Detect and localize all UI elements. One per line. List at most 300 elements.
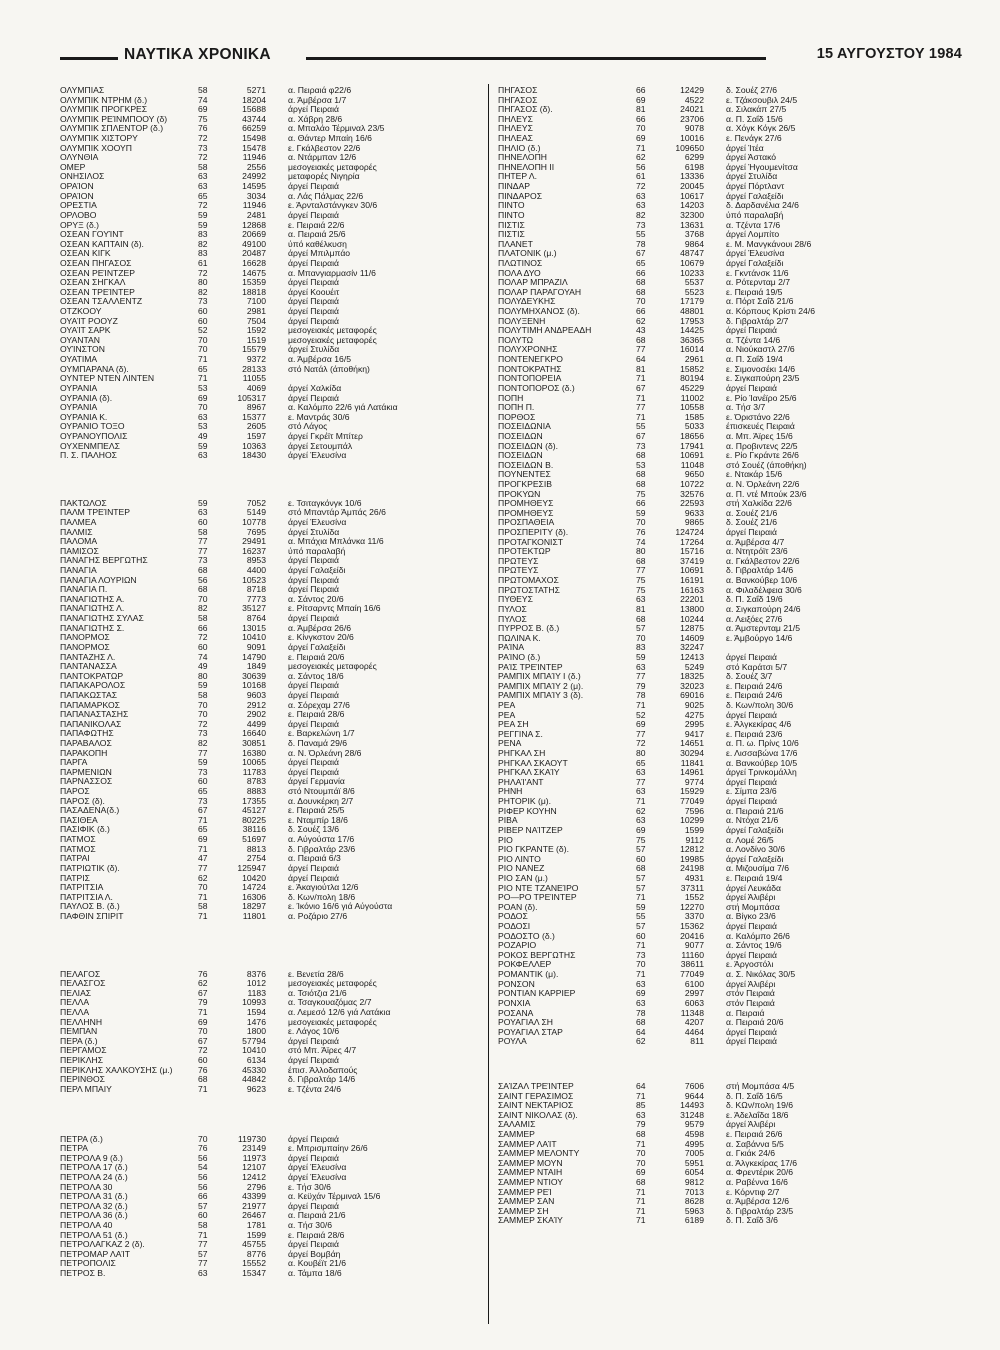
ship-row: [498, 691, 934, 701]
tonnage: 38611: [680, 960, 704, 970]
ship-row: [498, 634, 934, 644]
ship-name: ΠΛΩΤΙΝΟΣ: [498, 258, 543, 268]
ship-row: [60, 1259, 496, 1269]
build-year: 62: [198, 979, 208, 989]
ship-row: [498, 221, 934, 231]
build-year: 68: [636, 451, 646, 461]
location-status: ε. Κόρντιφ 2/7: [726, 1187, 780, 1197]
location-status: α. Άμβέρσα 12/6: [726, 1197, 790, 1207]
ship-name: ΡΟΝΣΟΝ: [498, 979, 535, 989]
build-year: 80: [636, 749, 646, 759]
build-year: 74: [198, 95, 208, 105]
build-year: 68: [636, 287, 646, 297]
tonnage: 37419: [680, 556, 704, 566]
tonnage: 13336: [680, 172, 704, 182]
tonnage: 11946: [242, 153, 266, 163]
ship-name: ΠΕΤΡΟΛΑ 17 (δ.): [60, 1163, 128, 1173]
ship-row: [498, 1178, 934, 1188]
ship-name: ΠΟΛΑ ΔΥΟ: [498, 268, 541, 278]
ship-name: ΡΟΔΟΣ: [498, 912, 528, 922]
ship-row: [498, 269, 934, 279]
ship-name: ΟΥΝΤΕΡ ΝΤΕΝ ΛΙΝΤΕΝ: [60, 374, 155, 384]
build-year: 62: [636, 806, 646, 816]
build-year: 59: [636, 652, 646, 662]
location-status: δ. Κων/πολη 18/6: [288, 892, 356, 902]
ship-name: ΠΙΝΤΟ: [498, 201, 525, 211]
ship-row: [498, 605, 934, 615]
location-status: α. Άμβέρσα 1/7: [288, 95, 347, 105]
location-status: ε. Σιμονοσέκι 14/6: [726, 364, 796, 374]
build-year: 76: [636, 528, 646, 538]
location-status: α. Ντόχα 21/6: [726, 816, 779, 826]
ship-name: ΠΡΟΓΚΡΕΣΙΒ: [498, 479, 552, 489]
location-status: α. Βανκούβερ 10/5: [726, 758, 798, 768]
location-status: ε. Σιγκαπούρη 23/5: [726, 374, 800, 384]
ship-name: ΡΙΟ ΛΙΝΤΟ: [498, 854, 541, 864]
tonnage: 1585: [684, 412, 704, 422]
build-year: 59: [198, 441, 208, 451]
build-year: 59: [198, 498, 208, 508]
ship-name: ΟΝΗΣΙΛΟΣ: [60, 172, 105, 182]
build-year: 70: [636, 124, 646, 134]
ship-name: ΠΑΝΑΓΙΩΤΗΣ Σ.: [60, 623, 125, 633]
build-year: 71: [636, 374, 646, 384]
build-year: 85: [636, 1101, 646, 1111]
ship-name: ΠΑΤΡΙΩΤΙΚ (δ).: [60, 863, 120, 873]
ship-name: ΠΕΡΑ (δ.): [60, 1036, 98, 1046]
ship-row: [60, 1183, 496, 1193]
build-year: 63: [636, 787, 646, 797]
ship-name: ΠΕΛΛΑ: [60, 1008, 90, 1018]
ship-row: [60, 1066, 496, 1076]
ship-row: [498, 182, 934, 192]
location-status: ε. Τσιταγκόνγκ 10/6: [288, 498, 362, 508]
build-year: 71: [198, 911, 208, 921]
build-year: 79: [636, 1120, 646, 1130]
location-status: άργεί Πειραιά: [288, 719, 339, 729]
ship-row: [498, 1028, 934, 1038]
build-year: 67: [198, 1036, 208, 1046]
build-year: 61: [198, 258, 208, 268]
ship-row: [498, 384, 934, 394]
location-status: ε. Μπρισμπαίην 26/6: [288, 1144, 368, 1154]
ship-group: [60, 1135, 496, 1279]
ship-row: [498, 884, 934, 894]
ship-name: ΟΛΥΜΠΙΚ ΠΡΟΓΚΡΕΣ: [60, 105, 148, 115]
ship-row: [498, 595, 934, 605]
tonnage: 10410: [242, 1046, 266, 1056]
tonnage: 12875: [680, 624, 704, 634]
build-year: 72: [198, 633, 208, 643]
ship-row: [498, 86, 934, 96]
location-status: α. Τήσ 30/6: [288, 1220, 333, 1230]
build-year: 70: [198, 335, 208, 345]
build-year: 65: [636, 758, 646, 768]
tonnage: 29491: [242, 537, 266, 547]
location-status: α. Πειραιά 6/3: [288, 854, 341, 864]
build-year: 72: [198, 153, 208, 163]
build-year: 69: [636, 720, 646, 730]
tonnage: 48801: [680, 307, 704, 317]
location-status: μεσογειακές μεταφορές: [288, 335, 377, 345]
location-status: α. Φιλαδέλφεια 30/6: [726, 585, 802, 595]
location-status: ε. Άκαγιούτλα 12/6: [288, 883, 359, 893]
build-year: 60: [198, 1056, 208, 1066]
ship-name: ΠΑΝΑΓΙΩΤΗΣ ΣΥΛΑΣ: [60, 614, 144, 624]
tonnage: 9579: [684, 1120, 704, 1130]
location-status: μεσογειακές μεταφορές: [288, 979, 377, 989]
location-status: α. Ν. Όρλεάνη 28/6: [288, 748, 362, 758]
ship-row: [60, 144, 496, 154]
ship-row: [60, 768, 496, 778]
tonnage: 16014: [680, 345, 704, 355]
ship-name: ΠΕΤΡΟΛΑ 24 (δ.): [60, 1172, 128, 1182]
location-status: δ. Γιβραλτάρ 14/6: [726, 566, 794, 576]
location-status: δ. Π. Σαΐδ 16/5: [726, 1091, 783, 1101]
location-status: μεταφορές Νιγηρία: [288, 172, 360, 182]
ship-row: [60, 221, 496, 231]
ship-name: ΠΡΟΤΕΚΤΩΡ: [498, 547, 551, 557]
ship-name: ΡΟ—ΡΟ ΤΡΕΊΝΤΕΡ: [498, 893, 577, 903]
location-status: ε. Πειραιά 23/6: [726, 729, 783, 739]
ship-name: ΟΣΕΑΝ ΡΕΊΝΤΖΕΡ: [60, 268, 135, 278]
build-year: 70: [198, 345, 208, 355]
build-year: 67: [636, 431, 646, 441]
build-year: 57: [198, 1249, 208, 1259]
ship-name: ΠΛΑΝΕΤ: [498, 239, 533, 249]
build-year: 82: [198, 287, 208, 297]
tonnage: 2796: [246, 1182, 266, 1192]
build-year: 63: [636, 662, 646, 672]
build-year: 70: [198, 403, 208, 413]
location-status: στό Μπ. Άϊρες 4/7: [288, 1046, 357, 1056]
tonnage: 10410: [242, 633, 266, 643]
location-status: δ. Γιβραλτάρ 23/6: [288, 844, 356, 854]
tonnage: 24021: [680, 105, 704, 115]
tonnage: 8628: [684, 1197, 704, 1207]
build-year: 77: [636, 777, 646, 787]
location-status: άργεί Γαλαξείδι: [726, 854, 784, 864]
build-year: 49: [198, 431, 208, 441]
build-year: 70: [636, 633, 646, 643]
ship-row: [498, 105, 934, 115]
ship-row: [60, 1144, 496, 1154]
ship-name: ΡΟΚΦΕΛΛΕΡ: [498, 960, 552, 970]
ship-row: [498, 701, 934, 711]
tonnage: 4522: [684, 95, 704, 105]
tonnage: 43744: [242, 114, 266, 124]
ship-name: ΡΟΔΟΣΙ: [498, 922, 531, 932]
build-year: 57: [636, 873, 646, 883]
build-year: 77: [198, 748, 208, 758]
ship-row: [498, 442, 934, 452]
tonnage: 11002: [680, 393, 704, 403]
tonnage: 9623: [246, 1084, 266, 1094]
tonnage: 1183: [247, 988, 266, 998]
location-status: άργεί Πειραιά: [288, 767, 339, 777]
tonnage: 11160: [681, 950, 704, 960]
location-status: α. Ρότερνταμ 2/7: [726, 278, 791, 288]
ship-name: ΡΑΊΣ ΤΡΕΊΝΤΕΡ: [498, 662, 563, 672]
tonnage: 18297: [242, 902, 266, 912]
location-status: ε. Πειραιά 19/4: [726, 873, 783, 883]
ship-name: ΠΑΤΜΟΣ: [60, 844, 96, 854]
tonnage: 2961: [684, 355, 704, 365]
ship-row: [498, 932, 934, 942]
tonnage: 1800: [246, 1027, 266, 1037]
location-status: ε. Μ. Μανγκάνουι 28/6: [726, 239, 812, 249]
build-year: 65: [198, 787, 208, 797]
ship-row: [498, 394, 934, 404]
location-status: α. Γκιάκ 24/6: [726, 1149, 776, 1159]
build-year: 73: [198, 297, 208, 307]
location-status: α. Πειραιά: [726, 1008, 765, 1018]
ship-name: ΠΕΜΠΑΝ: [60, 1027, 98, 1037]
ship-row: [498, 240, 934, 250]
ship-name: ΟΥΑΤΙΜΑ: [60, 355, 98, 365]
tonnage: 2481: [246, 210, 266, 220]
build-year: 71: [636, 970, 646, 980]
location-status: α. Τσιότζια 21/6: [288, 988, 347, 998]
ship-row: [60, 547, 496, 557]
ship-row: [498, 115, 934, 125]
location-status: α. Πειραιά 25/6: [288, 230, 346, 240]
tonnage: 1599: [246, 1230, 266, 1240]
ship-name: ΣΑΜΜΕΡ ΜΟΥΝ: [498, 1158, 563, 1168]
location-status: άργεί Στυλίδα: [288, 345, 340, 355]
location-status: άργεί Πειραιά: [726, 950, 777, 960]
build-year: 71: [198, 892, 208, 902]
tonnage: 15347: [242, 1269, 266, 1279]
build-year: 59: [636, 902, 646, 912]
location-status: άργεί Πειραιά: [288, 1201, 339, 1211]
build-year: 53: [636, 460, 646, 470]
tonnage: 45229: [680, 383, 704, 393]
ship-name: Π. Σ. ΠΑΛΗΟΣ: [60, 451, 117, 461]
ship-row: [498, 855, 934, 865]
location-status: άργεί Πειραιά: [288, 258, 339, 268]
ship-name: ΠΟΛΑΡ ΠΑΡΑΓΟΥΑΗ: [498, 287, 582, 297]
build-year: 75: [636, 835, 646, 845]
tonnage: 1012: [246, 979, 266, 989]
ship-row: [60, 902, 496, 912]
ship-name: ΡΙΒΕΡ ΝΑΊΤΖΕΡ: [498, 825, 563, 835]
build-year: 57: [636, 883, 646, 893]
ship-name: ΠΟΝΤΕΝΕΓΚΡΟ: [498, 355, 563, 365]
location-status: δ. Σουέζ 27/6: [726, 86, 778, 95]
ship-name: ΟΡΥΞ (δ.): [60, 220, 100, 230]
location-status: άργεί Τρινκομάλλη: [726, 768, 797, 778]
ship-name: ΠΑΛΜΙΣ: [60, 527, 93, 537]
build-year: 82: [636, 210, 646, 220]
build-year: 69: [636, 95, 646, 105]
location-status: ε. Τζάκσουβιλ 24/5: [726, 95, 798, 105]
ship-row: [60, 720, 496, 730]
location-status: άργεί Γερμανία: [288, 777, 345, 787]
location-status: άργεί Πειραιά: [726, 1037, 777, 1047]
ship-name: ΠΕΛΑΣΓΟΣ: [60, 979, 106, 989]
tonnage: 18325: [680, 672, 704, 682]
tonnage: 9633: [684, 508, 704, 518]
build-year: 71: [636, 893, 646, 903]
tonnage: 7052: [246, 498, 266, 508]
ship-row: [60, 835, 496, 845]
build-year: 66: [636, 499, 646, 509]
tonnage: 12868: [242, 220, 266, 230]
tonnage: 10691: [680, 566, 704, 576]
ship-row: [498, 1197, 934, 1207]
build-year: 77: [198, 537, 208, 547]
location-status: άργεί Μπιλμπάο: [288, 249, 351, 259]
ship-name: ΟΣΕΑΝ ΤΣΑΛΛΕΝΤΖ: [60, 297, 143, 307]
build-year: 82: [198, 739, 208, 748]
build-year: 71: [636, 1091, 646, 1101]
ship-row: [498, 547, 934, 557]
tonnage: 5537: [684, 278, 704, 288]
build-year: 81: [636, 105, 646, 115]
build-year: 71: [636, 1216, 646, 1226]
ship-name: ΠΟΛΥΔΕΥΚΗΣ: [498, 297, 556, 307]
page-header: [60, 46, 962, 70]
location-status: ε. Ρίτσαρντς Μπαίη 16/6: [288, 604, 381, 614]
ship-row: [60, 1085, 496, 1095]
ship-row: [60, 739, 496, 749]
tonnage: 5033: [684, 422, 704, 432]
tonnage: 66259: [242, 124, 266, 134]
ship-name: ΟΣΕΑΝ ΚΑΠΤΑΙΝ (δ).: [60, 239, 144, 249]
build-year: 60: [198, 642, 208, 652]
ship-name: ΡΗΝΗ: [498, 787, 523, 797]
ship-name: ΟΛΥΜΠΙΚ ΧΟΟΥΠ: [60, 143, 132, 153]
build-year: 63: [636, 191, 646, 201]
location-status: άργεί Πειραιά: [288, 1134, 339, 1144]
ship-name: ΠΑΡΑΒΑΛΟΣ: [60, 739, 112, 748]
ship-row: [498, 941, 934, 951]
ship-name: ΠΑΤΡΙΣ: [60, 873, 90, 883]
location-status: ε. Ρίο Ίανέϊρο 25/6: [726, 393, 797, 403]
tonnage: 12270: [680, 902, 704, 912]
location-status: α. Σόρεχαμ 27/6: [288, 700, 350, 710]
ship-name: ΡΕΑ ΣΗ: [498, 720, 529, 730]
tonnage: 45330: [242, 1065, 266, 1075]
build-year: 70: [198, 594, 208, 604]
build-year: 67: [198, 988, 208, 998]
build-year: 60: [636, 854, 646, 864]
build-year: 62: [636, 1037, 646, 1047]
tonnage: 9372: [246, 355, 266, 365]
ship-name: ΡΟΚΟΣ ΒΕΡΓΩΤΗΣ: [498, 950, 576, 960]
tonnage: 4499: [246, 719, 266, 729]
tonnage: 9077: [684, 941, 704, 951]
build-year: 69: [636, 1168, 646, 1178]
location-status: άργεί Πειραιά: [726, 1027, 777, 1037]
ship-name: ΣΑΜΜΕΡ ΜΕΛΟΝΤΥ: [498, 1149, 580, 1159]
ship-name: ΠΕΤΡΟΛΑ 30: [60, 1182, 113, 1192]
ship-row: [498, 1120, 934, 1130]
location-status: άργεί Πειραιά: [288, 614, 339, 624]
location-status: ε. Πειραιά 28/6: [288, 710, 345, 720]
location-status: άργεί Πειραιά: [726, 922, 777, 932]
ship-row: [60, 701, 496, 711]
location-status: άργεί Πόρτλαντ: [726, 182, 785, 192]
ship-row: [60, 662, 496, 672]
ship-name: ΠΥΛΟΣ: [498, 604, 527, 614]
build-year: 63: [636, 768, 646, 778]
build-year: 68: [636, 614, 646, 624]
ship-row: [60, 355, 496, 365]
ship-row: [60, 1221, 496, 1231]
ship-name: ΟΥΡΑΝΙΑ Κ.: [60, 412, 108, 422]
tonnage: 8376: [246, 969, 266, 979]
ship-row: [60, 883, 496, 893]
tonnage: 10244: [680, 614, 704, 624]
build-year: 73: [198, 767, 208, 777]
location-status: α. Θάντερ Μπαίη 16/6: [288, 134, 372, 144]
location-status: ε. Ντακάρ 15/6: [726, 470, 783, 480]
location-status: άργεί Πειραιά: [288, 575, 339, 585]
build-year: 78: [636, 1008, 646, 1018]
tonnage: 22201: [680, 595, 704, 605]
location-status: ε. Νταμπίρ 18/6: [288, 815, 348, 825]
ship-row: [498, 518, 934, 528]
location-status: δ. Π. Σαΐδ 19/6: [726, 595, 783, 605]
build-year: 71: [198, 815, 208, 825]
ship-name: ΠΑΝΤΟΚΡΑΤΩΡ: [60, 671, 124, 681]
tonnage: 1594: [246, 1008, 266, 1018]
build-year: 64: [636, 1027, 646, 1037]
ship-name: ΡΙΟ ΣΑΝ (μ.): [498, 873, 548, 883]
ship-row: [498, 1149, 934, 1159]
ship-name: ΠΕΤΡΟΛΑΓΚΑΖ 2 (δ).: [60, 1240, 145, 1250]
build-year: 62: [198, 873, 208, 883]
location-status: ε. Τήσ 30/6: [288, 1182, 331, 1192]
build-year: 75: [636, 489, 646, 499]
ship-name: ΠΕΤΡΟΛΑ 32 (δ.): [60, 1201, 128, 1211]
tonnage: 105317: [237, 393, 266, 403]
build-year: 80: [198, 278, 208, 288]
location-status: άργεί Πειραιά: [288, 105, 339, 115]
ship-row: [60, 394, 496, 404]
ship-row: [498, 970, 934, 980]
build-year: 69: [636, 825, 646, 835]
ship-row: [498, 538, 934, 548]
ship-name: ΠΟΣΕΙΔΩΝ Β.: [498, 460, 554, 470]
build-year: 72: [198, 268, 208, 278]
ship-row: [60, 595, 496, 605]
ship-name: ΠΟΣΕΙΔΩΝ (δ).: [498, 441, 558, 451]
ship-row: [498, 490, 934, 500]
ship-name: ΠΑΣΑΔΕΝΑ(δ.): [60, 806, 120, 816]
location-status: άργεί Έλευσίνα: [288, 1172, 347, 1182]
tonnage: 10679: [680, 258, 704, 268]
ship-name: ΠΕΡΙΚΛΗΣ ΧΑΛΚΟΥΣΗΣ (μ.): [60, 1065, 173, 1075]
location-status: α. Λάς Πάλμας 22/6: [288, 191, 364, 201]
ship-row: [498, 163, 934, 173]
location-status: άργεί Έλευσίνα: [288, 451, 347, 461]
ship-name: ΟΥΡΑΝΙΑ (δ).: [60, 393, 113, 403]
tonnage: 6100: [684, 979, 704, 989]
build-year: 76: [198, 969, 208, 979]
ship-row: [60, 1027, 496, 1037]
ship-name: ΡΙΟ ΓΚΡΑΝΤΕ (δ).: [498, 845, 569, 855]
ship-row: [498, 874, 934, 884]
build-year: 63: [198, 451, 208, 461]
ship-row: [498, 653, 934, 663]
tonnage: 10065: [242, 758, 266, 768]
build-year: 73: [636, 950, 646, 960]
tonnage: 11348: [680, 1008, 704, 1018]
ship-row: [60, 1192, 496, 1202]
